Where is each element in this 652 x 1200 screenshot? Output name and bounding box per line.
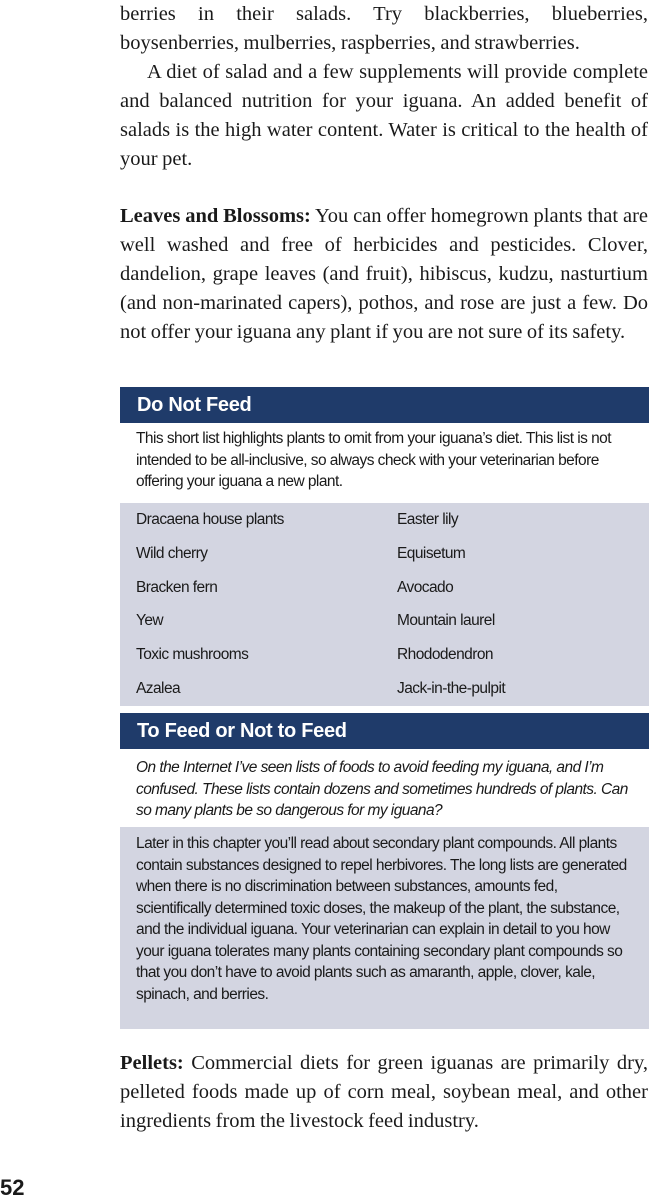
list-item: Bracken fern xyxy=(136,578,218,596)
list-item: Easter lily xyxy=(397,511,459,528)
to-feed-title: To Feed or Not to Feed xyxy=(120,713,649,749)
list-item: Jack-in-the-pulpit xyxy=(397,679,506,697)
list-item: Yew xyxy=(136,612,164,630)
intro-section xyxy=(120,0,648,174)
page-number: 52 xyxy=(0,1175,25,1200)
pellets-paragraph xyxy=(120,1049,648,1136)
leaves-text: You can offer homegrown plants that are well washed and free of herbicides and pesticides. Clover, dandelion, grape leaves (and fruit), hibiscus, kudzu, nasturtium (and non-marinated capers), pothos, and rose are just a few. Do not offer your iguana any plant if you are not sure of its safety. xyxy=(120,205,648,343)
do-not-feed-intro: This short list highlights plants to omit from your iguana’s diet. This list is not intended to be all-inclusive, so always check with your veterinarian before offering your iguana a new plant. xyxy=(136,430,611,490)
do-not-feed-column-1 xyxy=(136,510,284,713)
pellets-heading: Pellets: xyxy=(120,1052,184,1074)
do-not-feed-list xyxy=(120,503,649,706)
list-item: Mountain laurel xyxy=(397,612,495,630)
list-item: Avocado xyxy=(397,578,454,596)
do-not-feed-column-2 xyxy=(397,510,505,713)
list-item: Wild cherry xyxy=(136,544,208,562)
do-not-feed-title: Do Not Feed xyxy=(120,387,649,423)
intro-paragraph-2: A diet of salad and a few supplements will provide complete and balanced nutrition for your iguana. An added benefit of salads is the high water content. Water is critical to the health of your pet. xyxy=(120,61,648,170)
leaves-section xyxy=(120,202,648,347)
list-item: Dracaena house plants xyxy=(136,511,284,528)
pellets-section xyxy=(120,1049,648,1136)
pellets-text: Commercial diets for green iguanas are primarily dry, pelleted foods made up of corn meal, soybean meal, and other ingredients from the livestock feed industry. xyxy=(120,1052,648,1132)
list-item: Toxic mushrooms xyxy=(136,646,249,664)
list-item: Azalea xyxy=(136,679,181,697)
to-feed-question: On the Internet I’ve seen lists of foods to avoid feeding my iguana, and I’m confused. These lists contain dozens and sometimes hundreds of plants. Can so many plants be so dangerous for my iguana? xyxy=(136,759,628,819)
list-item: Rhododendron xyxy=(397,646,493,664)
leaves-heading: Leaves and Blossoms: xyxy=(120,205,311,227)
list-item: Equisetum xyxy=(397,544,466,562)
to-feed-answer-box xyxy=(120,827,649,1029)
intro-paragraph-1: berries in their salads. Try blackberries, blueberries, boysenberries, mulberries, raspberries, and strawberries. xyxy=(120,3,648,54)
leaves-paragraph xyxy=(120,202,648,347)
to-feed-answer: Later in this chapter you’ll read about secondary plant compounds. All plants contain substances designed to repel herbivores. The long lists are generated when there is no discrimination between substances, amounts fed, scientifically determined toxic doses, the makeup of the plant, the substance, and the individual iguana. Your veterinarian can explain in detail to you how your iguana tolerates many plants containing secondary plant compounds so that you don’t have to avoid plants such as amaranth, apple, clover, kale, spinach, and berries. xyxy=(136,835,627,1003)
